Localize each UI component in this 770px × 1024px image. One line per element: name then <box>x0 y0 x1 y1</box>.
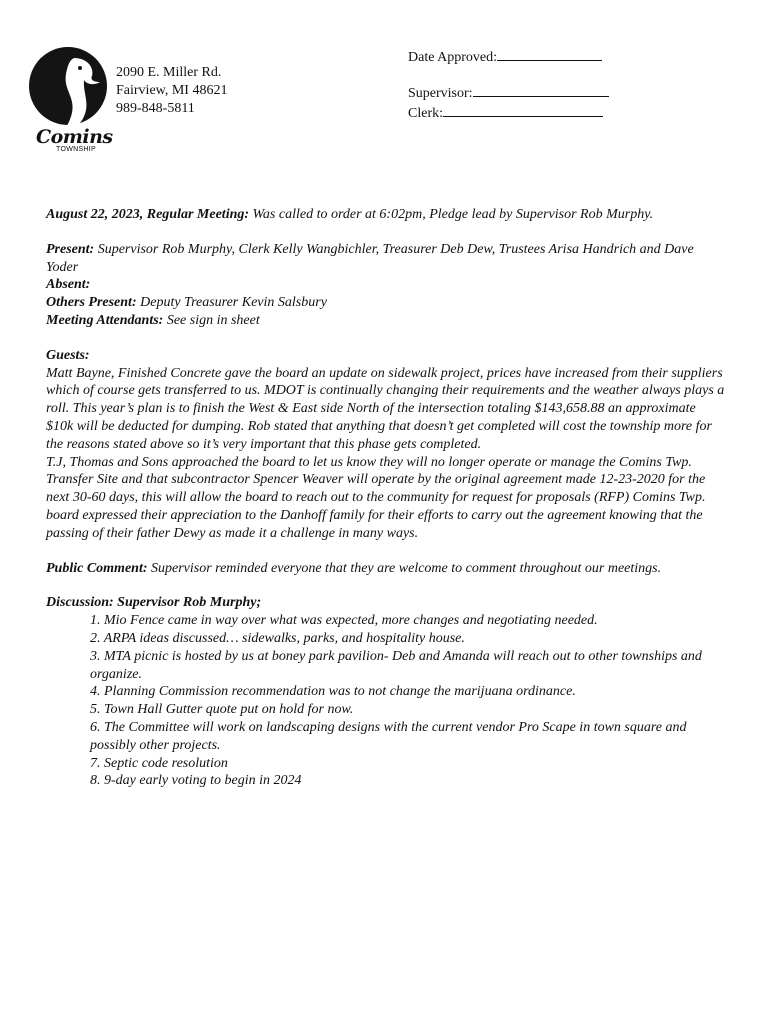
guest-paragraph-concrete: Matt Bayne, Finished Concrete gave the board an update on sidewalk project, prices have increased from their suppliers which of course gets transferred to us. MDOT is continually changing their requirements and the weather always plays a roll. This year’s plan is to finish the West & East side North of the intersection totaling $143,658.88 an approximate $10k will be deducted for dumping. Rob stated that anything that doesn’t get completed will cost the township more for the reasons stated above so it’s very important that this phase gets completed. <box>46 365 725 452</box>
others-present-list: Deputy Treasurer Kevin Salsbury <box>136 295 327 311</box>
public-comment-label: Public Comment: <box>46 560 148 576</box>
date-approved-field[interactable] <box>497 47 602 61</box>
list-item: 7. Septic code resolution <box>90 755 228 771</box>
discussion-list <box>46 612 726 790</box>
attendants-text: See sign in sheet <box>163 312 260 328</box>
approval-block <box>408 47 609 123</box>
clerk-signature-field[interactable] <box>443 103 603 117</box>
list-item: 3. MTA picnic is hosted by us at boney park pavilion- Deb and Amanda will reach out to other townships and organize. <box>90 648 702 682</box>
supervisor-row <box>408 83 609 103</box>
address-city: Fairview, MI 48621 <box>116 83 228 98</box>
heron-emblem-icon <box>28 46 110 128</box>
public-comment-text: Supervisor reminded everyone that they are welcome to comment throughout our meetings. <box>147 560 662 576</box>
date-approved-label: Date Approved: <box>408 50 498 65</box>
address-phone: 989-848-5811 <box>116 101 195 116</box>
list-item: 1. Mio Fence came in way over what was expected, more changes and negotiating needed. <box>90 613 598 629</box>
clerk-label: Clerk: <box>408 106 443 121</box>
public-comment <box>46 560 726 578</box>
list-item: 6. The Committee will work on landscaping designs with the current vendor Pro Scape in town square and possibly other projects. <box>90 719 687 753</box>
list-item: 5. Town Hall Gutter quote put on hold for now. <box>90 702 354 718</box>
guests-label: Guests: <box>46 347 90 363</box>
list-item: 4. Planning Commission recommendation was to not change the marijuana ordinance. <box>90 684 576 700</box>
clerk-row <box>408 103 609 123</box>
guests-section <box>46 347 726 543</box>
address-street: 2090 E. Miller Rd. <box>116 65 222 80</box>
township-address <box>116 64 227 118</box>
meeting-date: August 22, 2023 <box>46 207 140 222</box>
guest-paragraph-transfer-site: T.J, Thomas and Sons approached the board to let us know they will no longer operate or manage the Comins Twp. Transfer Site and that subcontractor Spencer Weaver will operate by the original agreement made 12-23-2020 for the next 30-60 days, this will allow the board to reach out to the community for request for proposals (RFP) Comins Twp. board expressed their appreciation to the Danhoff family for their efforts to carry out the agreement knowing that the passing of their father Dewy as made it a challenge in many ways. <box>46 454 706 541</box>
supervisor-signature-field[interactable] <box>473 83 609 97</box>
attendance-section <box>46 241 726 330</box>
others-present-label: Others Present: <box>46 295 137 311</box>
discussion-section <box>46 594 726 790</box>
absent-label: Absent: <box>46 277 91 293</box>
meeting-opening-text: Was called to order at 6:02pm, Pledge lead by Supervisor Rob Murphy. <box>249 207 654 222</box>
meeting-type: , Regular Meeting: <box>139 207 250 222</box>
attendants-label: Meeting Attendants: <box>46 312 164 328</box>
meeting-opening <box>46 206 726 224</box>
date-approved-row <box>408 47 609 67</box>
logo-wordmark: Comins <box>36 126 113 148</box>
present-list: Supervisor Rob Murphy, Clerk Kelly Wangbichler, Treasurer Deb Dew, Trustees Arisa Handrich and Dave Yoder <box>46 241 694 275</box>
present-label: Present: <box>46 241 95 257</box>
list-item: 8. 9-day early voting to begin in 2024 <box>90 773 302 789</box>
discussion-label: Discussion: Supervisor Rob Murphy; <box>46 595 262 611</box>
supervisor-label: Supervisor: <box>408 86 473 101</box>
logo-subtitle: TOWNSHIP <box>56 146 96 153</box>
minutes-body <box>46 206 726 790</box>
list-item: 2. ARPA ideas discussed… sidewalks, parks, and hospitality house. <box>90 630 465 646</box>
